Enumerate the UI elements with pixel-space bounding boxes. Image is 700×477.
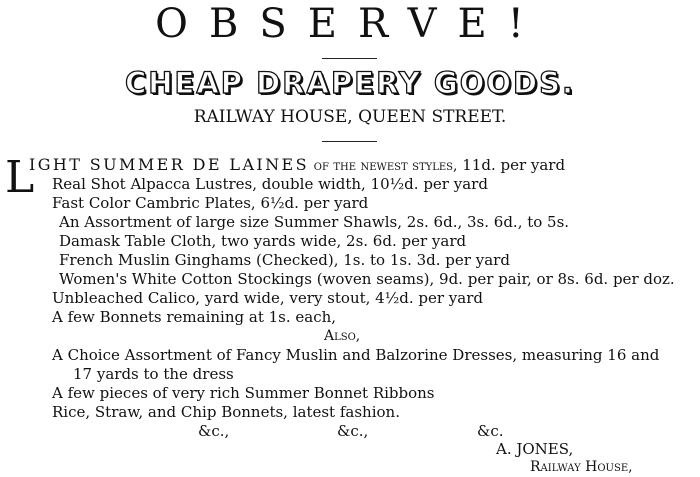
list-item: A few pieces of very rich Summer Bonnet Ribbons	[52, 384, 435, 402]
headline-cheap-drapery-goods: CHEAP DRAPERY GOODS.	[125, 66, 575, 100]
signature-name: A. JONES,	[496, 440, 574, 458]
divider-rule-2	[322, 141, 377, 142]
list-item: Women's White Cotton Stockings (woven seams), 9d. per pair, or 8s. 6d. per doz.	[59, 270, 675, 288]
list-item: Rice, Straw, and Chip Bonnets, latest fashion.	[52, 403, 400, 421]
opening-price: 11d. per yard	[462, 156, 566, 174]
etc-mark: &c.,	[337, 422, 369, 440]
observe-heading: OBSERVE!	[155, 1, 545, 47]
also-label: Also,	[324, 328, 361, 344]
list-item: Real Shot Alpacca Lustres, double width, 10½d. per yard	[52, 175, 488, 193]
list-item: A Choice Assortment of Fancy Muslin and Balzorine Dresses, measuring 16 and	[52, 346, 660, 364]
opening-line	[29, 155, 565, 176]
list-item: Unbleached Calico, yard wide, very stout, 4½d. per yard	[52, 289, 483, 307]
list-item: Fast Color Cambric Plates, 6½d. per yard	[52, 194, 369, 212]
divider-rule-1	[322, 58, 377, 59]
list-item: A few Bonnets remaining at 1s. each,	[52, 308, 337, 326]
drop-cap-letter: L	[5, 152, 35, 203]
etc-mark: &c.	[477, 422, 504, 440]
etc-mark: &c.,	[198, 422, 230, 440]
signature-place: Railway House,	[530, 459, 633, 475]
list-item: An Assortment of large size Summer Shawls, 2s. 6d., 3s. 6d., to 5s.	[59, 213, 570, 231]
list-item: Damask Table Cloth, two yards wide, 2s. 6d. per yard	[59, 232, 467, 250]
opening-tail: of the newest styles,	[313, 158, 458, 174]
list-item: 17 yards to the dress	[73, 365, 234, 383]
list-item: French Muslin Ginghams (Checked), 1s. to 1s. 3d. per yard	[59, 251, 510, 269]
opening-words: IGHT SUMMER DE LAINES	[29, 155, 309, 174]
subhead-address: RAILWAY HOUSE, QUEEN STREET.	[193, 107, 507, 127]
